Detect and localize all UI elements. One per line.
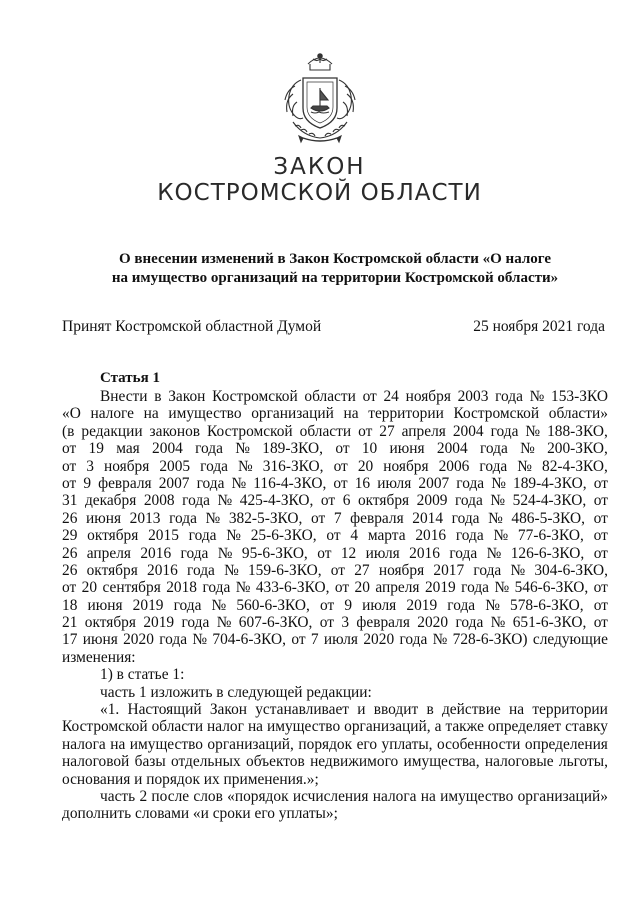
article-text-line: 26 октября 2016 года № 159-6-ЗКО, от 27 ноября 2017 года № 304-6-ЗКО, <box>62 561 608 579</box>
article-text-line: 17 июня 2020 года № 704-6-ЗКО, от 7 июля 2020 года № 728-6-ЗКО) следующие <box>62 631 608 649</box>
article-text-line: дополнить словами «и сроки его уплаты»; <box>62 805 338 823</box>
article-text-line: от 9 февраля 2007 года № 116-4-ЗКО, от 16 июля 2007 года № 189-4-ЗКО, от <box>62 474 608 492</box>
article-text-line: 26 апреля 2016 года № 95-6-ЗКО, от 12 июля 2016 года № 126-6-ЗКО, от <box>62 544 608 562</box>
article-text-line: Внести в Закон Костромской области от 24 ноября 2003 года № 153-ЗКО <box>100 388 608 405</box>
article-text-line: «О налоге на имущество организаций на территории Костромской области» <box>62 405 608 423</box>
article-text-line: налога на имущество организаций, порядок его уплаты, особенности определения <box>62 735 608 753</box>
article-text-line: 18 июня 2019 года № 560-6-ЗКО, от 9 июля 2019 года № 578-6-ЗКО, от <box>62 596 608 614</box>
article-text-line: от 20 сентября 2018 года № 433-6-ЗКО, от 20 апреля 2019 года № 546-6-ЗКО, от <box>62 579 608 597</box>
law-subject-line-2: на имущество организаций на территории Костромской области» <box>111 270 559 286</box>
article-text-line: 29 октября 2015 года № 25-6-ЗКО, от 4 марта 2016 года № 77-6-ЗКО, от <box>62 527 608 545</box>
article-text-line: «1. Настоящий Закон устанавливает и вводит в действие на территории <box>100 701 608 719</box>
adoption-date: 25 ноября 2021 года <box>473 318 605 335</box>
article-text-line: часть 1 изложить в следующей редакции: <box>100 683 372 701</box>
article-text-line: Костромской области налог на имущество организаций, а также определяет ставку <box>62 718 608 736</box>
article-text-line: 1) в статье 1: <box>100 666 185 684</box>
article-text-line: 21 октября 2019 года № 607-6-ЗКО, от 3 февраля 2020 года № 651-6-ЗКО, от <box>62 614 608 632</box>
kostroma-coat-of-arms-icon <box>273 50 367 146</box>
article-text-line: изменения: <box>62 648 136 666</box>
article-text-line: часть 2 после слов «порядок исчисления налога на имущество организаций» <box>100 787 608 805</box>
article-text-line: от 19 мая 2004 года № 189-ЗКО, от 10 июня 2004 года № 200-ЗКО, <box>62 440 608 458</box>
article-text-line: налоговой базы отдельных объектов недвижимого имущества, налоговые льготы, <box>62 753 608 771</box>
adopted-by: Принят Костромской областной Думой <box>62 318 322 335</box>
law-region-title: КОСТРОМСКОЙ ОБЛАСТИ <box>157 180 482 206</box>
article-body <box>62 388 608 823</box>
law-title: ЗАКОН <box>273 154 366 180</box>
article-text-line: 26 июня 2013 года № 382-5-ЗКО, от 7 февраля 2014 года № 486-5-ЗКО, от <box>62 509 608 527</box>
article-text-line: (в редакции законов Костромской области от 27 апреля 2004 года № 188-ЗКО, <box>62 422 608 440</box>
article-text-line: основания и порядок их применения.»; <box>62 770 319 788</box>
article-heading: Статья 1 <box>100 370 160 386</box>
article-text-line: от 3 ноября 2005 года № 316-ЗКО, от 20 ноября 2006 года № 82-4-ЗКО, <box>62 457 608 475</box>
article-text-line: 31 декабря 2008 года № 425-4-ЗКО, от 6 октября 2009 года № 524-4-ЗКО, от <box>62 492 608 510</box>
law-subject-line-1: О внесении изменений в Закон Костромской области «О налоге <box>118 251 552 267</box>
